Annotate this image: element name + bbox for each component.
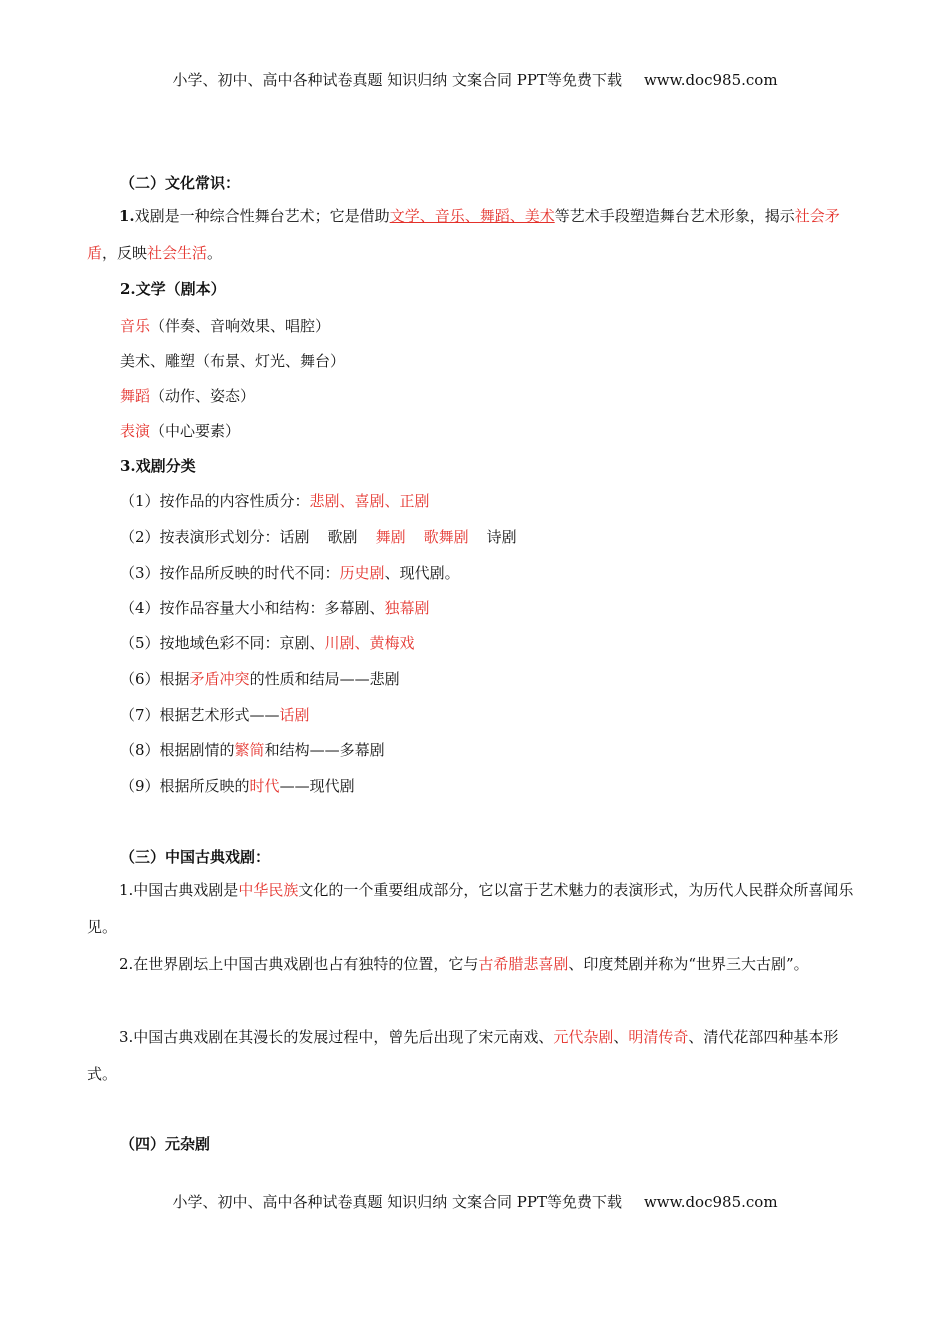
- list-item-dance: 舞蹈（动作、姿态）: [120, 387, 256, 405]
- class-item-9: （9）根据所反映的时代——现代剧: [120, 777, 355, 795]
- paragraph-classical-3: 3.中国古典戏剧在其漫长的发展过程中，曾先后出现了宋元南戏、元代杂剧、明清传奇、清代花部四种基本形式。: [87, 1028, 839, 1083]
- paragraph-classical-2: 2.在世界剧坛上中国古典戏剧也占有独特的位置，它与古希腊悲喜剧、印度梵剧并称为“世界三大古剧”。: [119, 955, 809, 973]
- footer-site[interactable]: www.doc985.com: [643, 1193, 778, 1211]
- class-item-7: （7）根据艺术形式——话剧: [120, 706, 310, 724]
- section-heading-yuan-drama: （四）元杂剧: [120, 1135, 211, 1153]
- list-item-music: 音乐（伴奏、音响效果、唱腔）: [120, 317, 331, 335]
- class-item-2: （2）按表演形式划分：话剧 歌剧 舞剧 歌舞剧 诗剧: [120, 528, 517, 546]
- highlight-social-life: 社会生活: [147, 244, 208, 262]
- paragraph-drama-definition: 1.戏剧是一种综合性舞台艺术；它是借助文学、音乐、舞蹈、美术等艺术手段塑造舞台艺术形象，揭示社会矛盾，反映社会生活。: [87, 207, 840, 262]
- page-footer: [0, 1191, 950, 1212]
- class-item-1: （1）按作品的内容性质分：悲剧、喜剧、正剧: [120, 492, 430, 510]
- list-item-art: 美术、雕塑（布景、灯光、舞台）: [120, 352, 346, 370]
- page-header: [0, 69, 950, 90]
- class-item-3: （3）按作品所反映的时代不同：历史剧、现代剧。: [120, 564, 460, 582]
- highlight-arts: 文学、音乐、舞蹈、美术: [389, 207, 555, 225]
- class-item-4: （4）按作品容量大小和结构：多幕剧、独幕剧: [120, 599, 430, 617]
- list-item-performance: 表演（中心要素）: [120, 422, 241, 440]
- section-heading-culture: （二）文化常识：: [120, 174, 241, 192]
- paragraph-classical-1: 1.中国古典戏剧是中华民族文化的一个重要组成部分，它以富于艺术魅力的表演形式，为历代人民群众所喜闻乐见。: [87, 881, 854, 936]
- class-item-5: （5）按地域色彩不同：京剧、川剧、黄梅戏: [120, 634, 415, 652]
- subheading-literature: 2.文学（剧本）: [120, 280, 226, 298]
- class-item-6: （6）根据矛盾冲突的性质和结局——悲剧: [120, 670, 400, 688]
- section-heading-classical-drama: （三）中国古典戏剧：: [120, 848, 271, 866]
- highlight-social-conflict: 社会矛盾: [87, 207, 840, 262]
- header-site[interactable]: www.doc985.com: [643, 71, 778, 89]
- class-item-8: （8）根据剧情的繁简和结构——多幕剧: [120, 741, 385, 759]
- footer-text: 小学、初中、高中各种试卷真题 知识归纳 文案合同 PPT等免费下载: [172, 1193, 622, 1211]
- header-text: 小学、初中、高中各种试卷真题 知识归纳 文案合同 PPT等免费下载: [172, 71, 622, 89]
- subheading-classification: 3.戏剧分类: [120, 457, 196, 475]
